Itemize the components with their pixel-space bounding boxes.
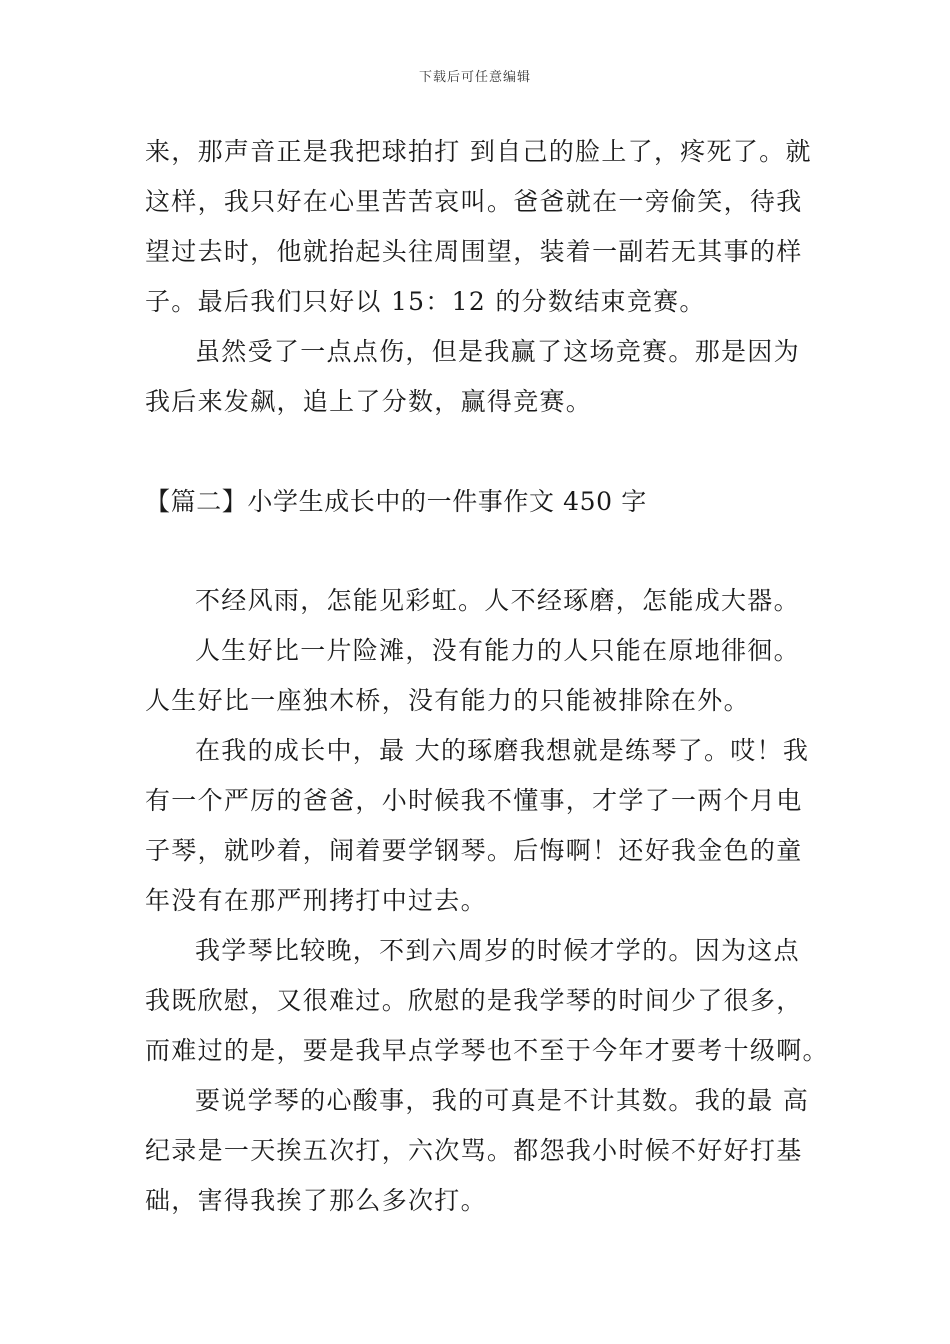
text-line: 人生好比一座独木桥，没有能力的只能被排除在外。	[145, 686, 750, 715]
paragraph	[145, 127, 810, 327]
paragraph	[145, 327, 810, 427]
text-line: 望过去时，他就抬起头往周围望，装着一副若无其事的样	[145, 237, 803, 266]
text-line: 子琴，就吵着，闹着要学钢琴。后悔啊！还好我金色的童	[145, 836, 803, 865]
text-line: 在我的成长中，最 大的琢磨我想就是练琴了。哎！我	[195, 736, 810, 765]
blank-line	[145, 527, 810, 561]
text-line: 不经风雨，怎能见彩虹。人不经琢磨，怎能成大器。	[195, 586, 800, 615]
blank-line	[145, 427, 810, 477]
text-line: 有一个严厉的爸爸，小时候我不懂事，才学了一两个月电	[145, 786, 803, 815]
page-header: 下载后可任意编辑	[418, 70, 531, 85]
paragraph	[145, 926, 829, 1076]
text-line: 我学琴比较晚，不到六周岁的时候才学的。因为这点	[195, 936, 800, 965]
document-body	[145, 127, 829, 1226]
text-line: 子。最后我们只好以 15：12 的分数结束竞赛。	[145, 287, 706, 316]
text-line: 我后来发飙，追上了分数，赢得竞赛。	[145, 387, 593, 416]
text-line: 这样，我只好在心里苦苦哀叫。爸爸就在一旁偷笑，待我	[145, 187, 803, 216]
paragraph	[145, 1076, 810, 1226]
section-heading: 【篇二】小学生成长中的一件事作文 450 字	[145, 487, 647, 516]
paragraph	[145, 726, 810, 926]
text-line: 人生好比一片险滩，没有能力的人只能在原地徘徊。	[195, 636, 800, 665]
text-line: 年没有在那严刑拷打中过去。	[145, 886, 487, 915]
text-line: 我既欣慰，又很难过。欣慰的是我学琴的时间少了很多，	[145, 986, 803, 1015]
text-line: 而难过的是，要是我早点学琴也不至于今年才要考十级啊。	[145, 1036, 829, 1065]
text-line: 要说学琴的心酸事，我的可真是不计其数。我的最 高	[195, 1086, 810, 1115]
text-line: 来，那声音正是我把球拍打 到自己的脸上了，疼死了。就	[145, 137, 812, 166]
blank-line	[145, 561, 810, 576]
text-line: 纪录是一天挨五次打，六次骂。都怨我小时候不好好打基	[145, 1136, 803, 1165]
paragraph	[145, 626, 810, 726]
paragraph	[145, 576, 810, 626]
text-line: 础，害得我挨了那么多次打。	[145, 1186, 487, 1215]
text-line: 虽然受了一点点伤，但是我赢了这场竞赛。那是因为	[195, 337, 800, 366]
